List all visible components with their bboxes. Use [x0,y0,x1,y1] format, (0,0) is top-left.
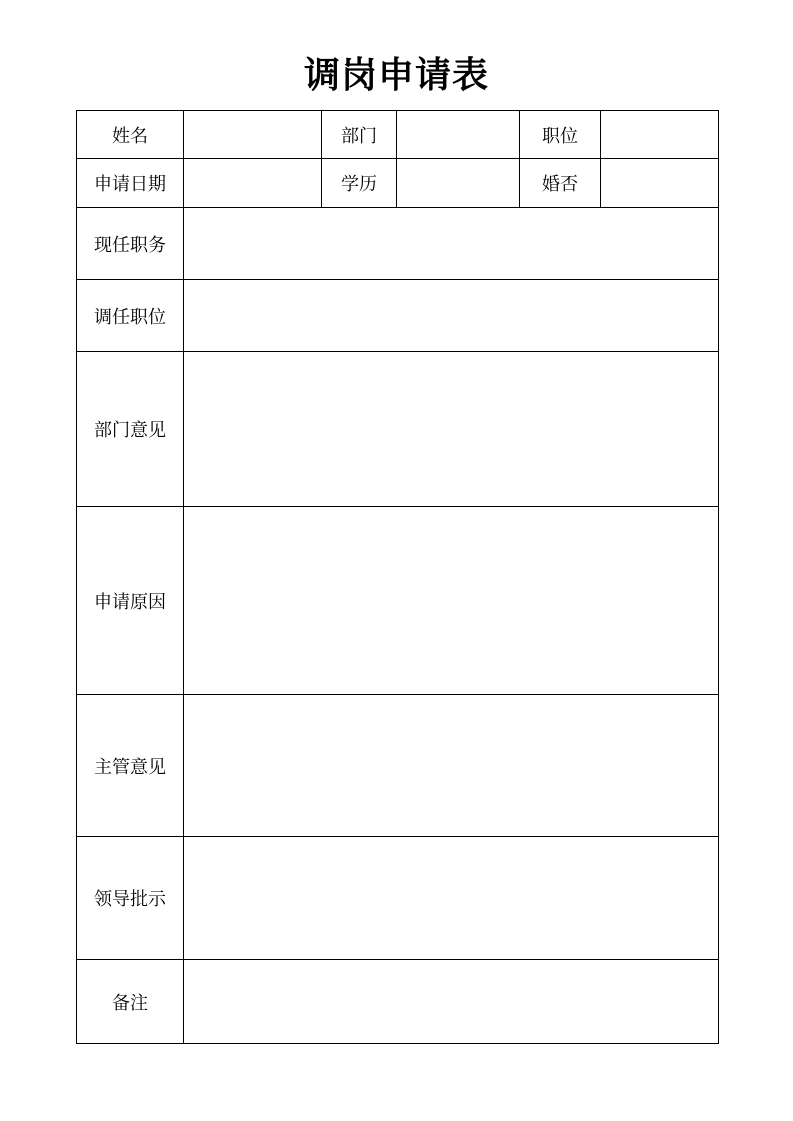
table-row-current-duty [77,208,719,280]
department-label: 部门 [322,111,397,159]
transfer-position-field[interactable] [184,280,719,352]
application-date-label: 申请日期 [77,159,184,208]
form-title: 调岗申请表 [303,55,489,96]
table-row-basic-info [77,111,719,159]
current-duty-field[interactable] [184,208,719,280]
department-field[interactable] [397,111,520,159]
name-field[interactable] [184,111,322,159]
table-row-leader-approval [77,837,719,960]
table-row-transfer-position [77,280,719,352]
marital-status-field[interactable] [601,159,719,208]
application-date-field[interactable] [184,159,322,208]
department-opinion-label: 部门意见 [77,352,184,507]
leader-approval-field[interactable] [184,837,719,960]
department-opinion-field[interactable] [184,352,719,507]
supervisor-opinion-label: 主管意见 [77,695,184,837]
remarks-label: 备注 [77,960,184,1044]
marital-status-label: 婚否 [520,159,601,208]
table-row-remarks [77,960,719,1044]
table-row-department-opinion [77,352,719,507]
current-duty-label: 现任职务 [77,208,184,280]
remarks-field[interactable] [184,960,719,1044]
supervisor-opinion-field[interactable] [184,695,719,837]
name-label: 姓名 [77,111,184,159]
leader-approval-label: 领导批示 [77,837,184,960]
education-field[interactable] [397,159,520,208]
application-reason-label: 申请原因 [77,507,184,695]
table-row-application-info [77,159,719,208]
table-row-supervisor-opinion [77,695,719,837]
table-row-application-reason [77,507,719,695]
transfer-application-table [76,110,719,1044]
education-label: 学历 [322,159,397,208]
position-label: 职位 [520,111,601,159]
position-field[interactable] [601,111,719,159]
transfer-position-label: 调任职位 [77,280,184,352]
application-reason-field[interactable] [184,507,719,695]
